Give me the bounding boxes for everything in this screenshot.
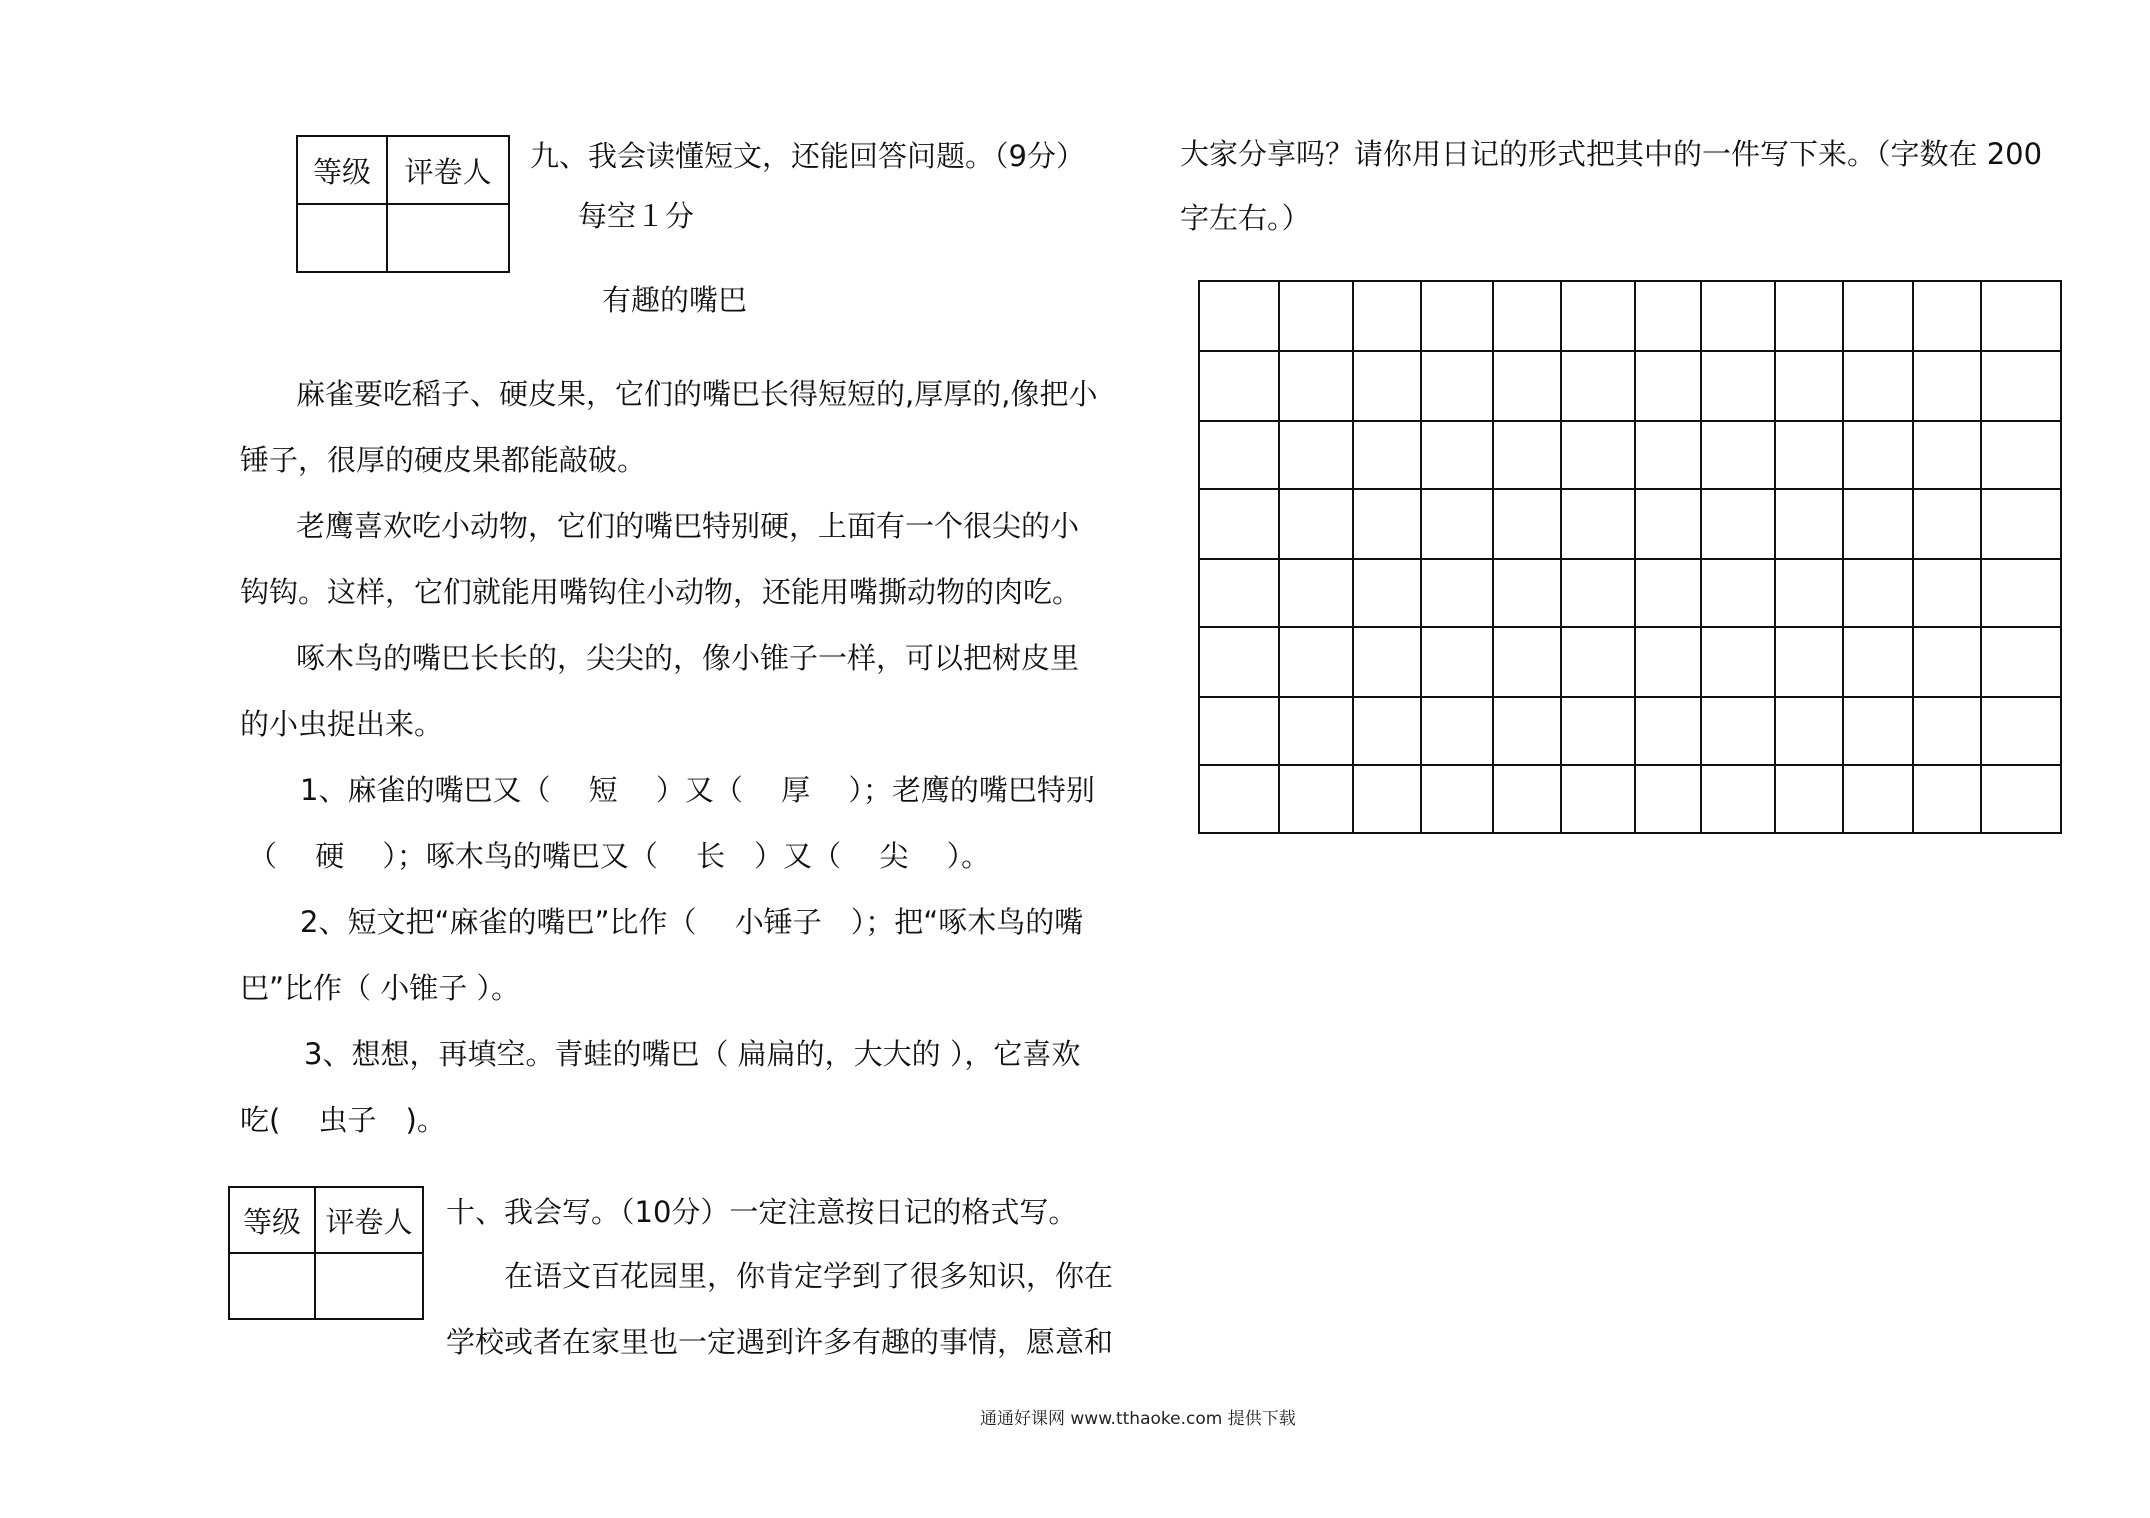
question-line: 1、麻雀的嘴巴又（ 短 ）又（ 厚 ）；老鹰的嘴巴特别 <box>300 773 1095 807</box>
grade-cell[interactable] <box>297 204 387 272</box>
grade-label: 等级 <box>229 1187 315 1253</box>
passage-line: 老鹰喜欢吃小动物，它们的嘴巴特别硬，上面有一个很尖的小 <box>296 509 1080 543</box>
passage-line: 钩钩。这样，它们就能用嘴钩住小动物，还能用嘴撕动物的肉吃。 <box>240 575 1082 609</box>
section10-heading: 十、我会写。（10分）一定注意按日记的格式写。 <box>446 1195 1078 1229</box>
section10-line: 学校或者在家里也一定遇到许多有趣的事情，愿意和 <box>446 1325 1114 1359</box>
passage-line: 麻雀要吃稻子、硬皮果，它们的嘴巴长得短短的,厚厚的,像把小 <box>296 377 1098 411</box>
section10-line: 在语文百花园里，你肯定学到了很多知识，你在 <box>504 1259 1114 1293</box>
passage-line: 锤子，很厚的硬皮果都能敲破。 <box>240 443 647 477</box>
passage-line: 啄木鸟的嘴巴长长的，尖尖的，像小锥子一样，可以把树皮里 <box>296 641 1080 675</box>
footer-credit: 通通好课网 www.tthaoke.com 提供下载 <box>980 1409 1296 1429</box>
grade-cell[interactable] <box>229 1253 315 1319</box>
section10-continued: 字左右。） <box>1180 201 1311 235</box>
passage-line: 的小虫捉出来。 <box>240 707 444 741</box>
grade-label: 等级 <box>297 136 387 204</box>
question-line: 2、短文把“麻雀的嘴巴”比作（ 小锤子 ）；把“啄木鸟的嘴 <box>300 905 1084 939</box>
question-line: 3、想想，再填空。青蛙的嘴巴（ 扁扁的，大大的 ），它喜欢 <box>304 1037 1081 1071</box>
grade-box-section9 <box>296 135 510 273</box>
question-line: 巴”比作（ 小锥子 ）。 <box>240 971 520 1005</box>
section10-continued: 大家分享吗？请你用日记的形式把其中的一件写下来。（字数在 200 <box>1180 137 2043 171</box>
grader-label: 评卷人 <box>387 136 509 204</box>
question-line: 吃( 虫子 )。 <box>240 1103 446 1137</box>
grader-label: 评卷人 <box>315 1187 423 1253</box>
passage-title: 有趣的嘴巴 <box>602 283 748 317</box>
section9-heading: 九、我会读懂短文，还能回答问题。（9分） <box>530 139 1085 173</box>
grader-cell[interactable] <box>387 204 509 272</box>
grade-box-section10 <box>228 1186 424 1320</box>
score-note: 每空１分 <box>578 199 695 233</box>
writing-grid[interactable] <box>1198 280 2062 834</box>
question-line: （ 硬 ）；啄木鸟的嘴巴又（ 长 ）又（ 尖 ）。 <box>248 839 991 873</box>
grader-cell[interactable] <box>315 1253 423 1319</box>
